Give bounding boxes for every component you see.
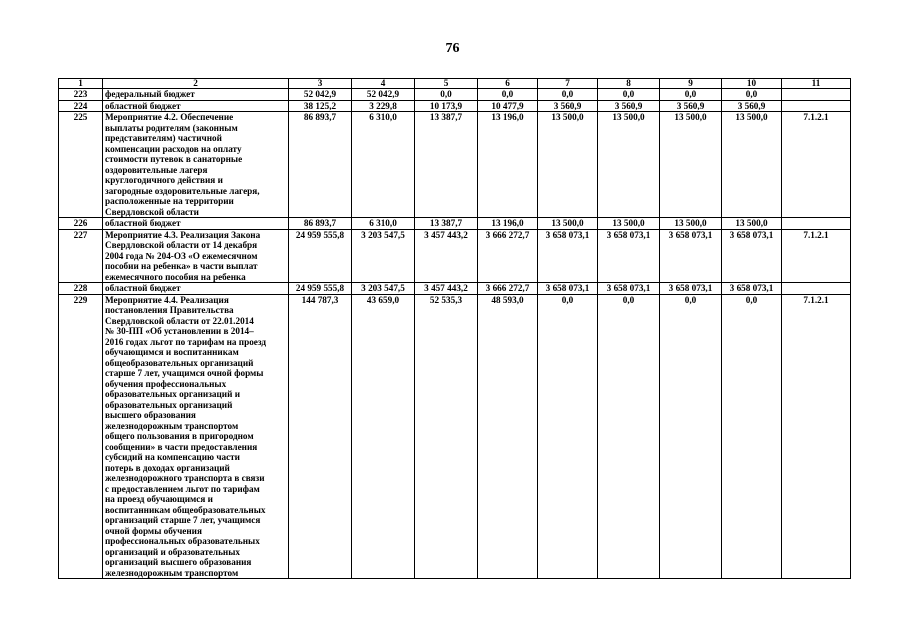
amount-cell: 13 500,0 (598, 112, 660, 218)
page-number: 76 (445, 41, 460, 56)
amount-cell: 3 658 073,1 (538, 283, 598, 295)
column-header: 8 (598, 79, 660, 89)
row-description: областной бюджет (103, 283, 289, 295)
column-header: 3 (289, 79, 352, 89)
target-code: 7.1.2.1 (782, 112, 851, 218)
amount-cell: 13 387,7 (415, 218, 478, 230)
table-row (59, 112, 851, 218)
amount-cell: 0,0 (538, 89, 598, 101)
row-number: 225 (59, 112, 103, 218)
row-number: 223 (59, 89, 103, 101)
budget-table (58, 78, 851, 579)
amount-cell: 0,0 (478, 89, 538, 101)
row-description: Мероприятие 4.4. Реализация постановления Правительства Свердловской области от 22.01.2014 № 30-ПП «Об установлении в 2014– 2016 годах льгот по тарифам на проезд обучающимся и воспитанникам общеобразовательных организаций старше 7 лет, учащимся очной формы обучения профессиональных образовательных организаций и образовательных организаций высшего образования железнодорожным транспортом общего пользования в пригородном сообщении» в части предоставления субсидий на компенсацию части потерь в доходах организаций железнодорожного транспорта в связи с предоставлением льгот по тарифам на проезд обучающимся и воспитанникам общеобразовательных организаций старше 7 лет, учащимся очной формы обучения профессиональных образовательных организаций и образовательных организаций высшего образования железнодорожным транспортом (103, 294, 289, 579)
amount-cell: 3 666 272,7 (478, 229, 538, 283)
amount-cell: 0,0 (415, 89, 478, 101)
amount-cell: 38 125,2 (289, 100, 352, 112)
amount-cell: 13 387,7 (415, 112, 478, 218)
amount-cell: 52 042,9 (289, 89, 352, 101)
amount-cell: 3 560,9 (598, 100, 660, 112)
table-row (59, 218, 851, 230)
amount-cell: 144 787,3 (289, 294, 352, 579)
table-row (59, 294, 851, 579)
amount-cell: 3 658 073,1 (660, 229, 722, 283)
target-code (782, 89, 851, 101)
target-code (782, 218, 851, 230)
table-row (59, 283, 851, 295)
amount-cell: 0,0 (722, 294, 782, 579)
amount-cell: 13 500,0 (660, 112, 722, 218)
amount-cell: 3 658 073,1 (598, 283, 660, 295)
amount-cell: 3 666 272,7 (478, 283, 538, 295)
amount-cell: 3 560,9 (722, 100, 782, 112)
amount-cell: 0,0 (598, 294, 660, 579)
column-header: 5 (415, 79, 478, 89)
target-code (782, 283, 851, 295)
target-code: 7.1.2.1 (782, 294, 851, 579)
column-header: 4 (352, 79, 415, 89)
target-code: 7.1.2.1 (782, 229, 851, 283)
amount-cell: 86 893,7 (289, 112, 352, 218)
column-header: 2 (103, 79, 289, 89)
column-header: 11 (782, 79, 851, 89)
amount-cell: 3 457 443,2 (415, 229, 478, 283)
amount-cell: 6 310,0 (352, 112, 415, 218)
amount-cell: 3 560,9 (660, 100, 722, 112)
row-description: федеральный бюджет (103, 89, 289, 101)
table-header-row (59, 79, 851, 89)
row-description: Мероприятие 4.2. Обеспечение выплаты родителям (законным представителям) частичной компенсации расходов на оплату стоимости путевок в санаторные оздоровительные лагеря круглогодичного действия и загородные оздоровительные лагеря, расположенные на территории Свердловской области (103, 112, 289, 218)
amount-cell: 13 500,0 (722, 218, 782, 230)
amount-cell: 3 658 073,1 (722, 283, 782, 295)
amount-cell: 0,0 (538, 294, 598, 579)
amount-cell: 3 658 073,1 (722, 229, 782, 283)
amount-cell: 13 500,0 (722, 112, 782, 218)
amount-cell: 0,0 (660, 294, 722, 579)
amount-cell: 13 196,0 (478, 112, 538, 218)
amount-cell: 13 196,0 (478, 218, 538, 230)
amount-cell: 86 893,7 (289, 218, 352, 230)
amount-cell: 3 658 073,1 (598, 229, 660, 283)
target-code (782, 100, 851, 112)
amount-cell: 48 593,0 (478, 294, 538, 579)
amount-cell: 52 535,3 (415, 294, 478, 579)
column-header: 9 (660, 79, 722, 89)
amount-cell: 10 477,9 (478, 100, 538, 112)
table-row (59, 229, 851, 283)
amount-cell: 13 500,0 (660, 218, 722, 230)
amount-cell: 3 658 073,1 (660, 283, 722, 295)
table-row (59, 100, 851, 112)
amount-cell: 13 500,0 (538, 112, 598, 218)
amount-cell: 24 959 555,8 (289, 229, 352, 283)
amount-cell: 3 457 443,2 (415, 283, 478, 295)
amount-cell: 52 042,9 (352, 89, 415, 101)
column-header: 7 (538, 79, 598, 89)
amount-cell: 13 500,0 (598, 218, 660, 230)
row-number: 224 (59, 100, 103, 112)
column-header: 1 (59, 79, 103, 89)
amount-cell: 3 560,9 (538, 100, 598, 112)
amount-cell: 6 310,0 (352, 218, 415, 230)
row-description: Мероприятие 4.3. Реализация Закона Свердловской области от 14 декабря 2004 года № 204-ОЗ «О ежемесячном пособии на ребенка» в части выплат ежемесячного пособия на ребенка (103, 229, 289, 283)
amount-cell: 3 658 073,1 (538, 229, 598, 283)
amount-cell: 43 659,0 (352, 294, 415, 579)
amount-cell: 3 203 547,5 (352, 283, 415, 295)
amount-cell: 10 173,9 (415, 100, 478, 112)
column-header: 10 (722, 79, 782, 89)
row-number: 229 (59, 294, 103, 579)
row-description: областной бюджет (103, 218, 289, 230)
amount-cell: 0,0 (598, 89, 660, 101)
amount-cell: 3 203 547,5 (352, 229, 415, 283)
row-description: областной бюджет (103, 100, 289, 112)
amount-cell: 0,0 (722, 89, 782, 101)
amount-cell: 13 500,0 (538, 218, 598, 230)
row-number: 228 (59, 283, 103, 295)
amount-cell: 3 229,8 (352, 100, 415, 112)
row-number: 226 (59, 218, 103, 230)
table-row (59, 89, 851, 101)
amount-cell: 24 959 555,8 (289, 283, 352, 295)
column-header: 6 (478, 79, 538, 89)
row-number: 227 (59, 229, 103, 283)
amount-cell: 0,0 (660, 89, 722, 101)
